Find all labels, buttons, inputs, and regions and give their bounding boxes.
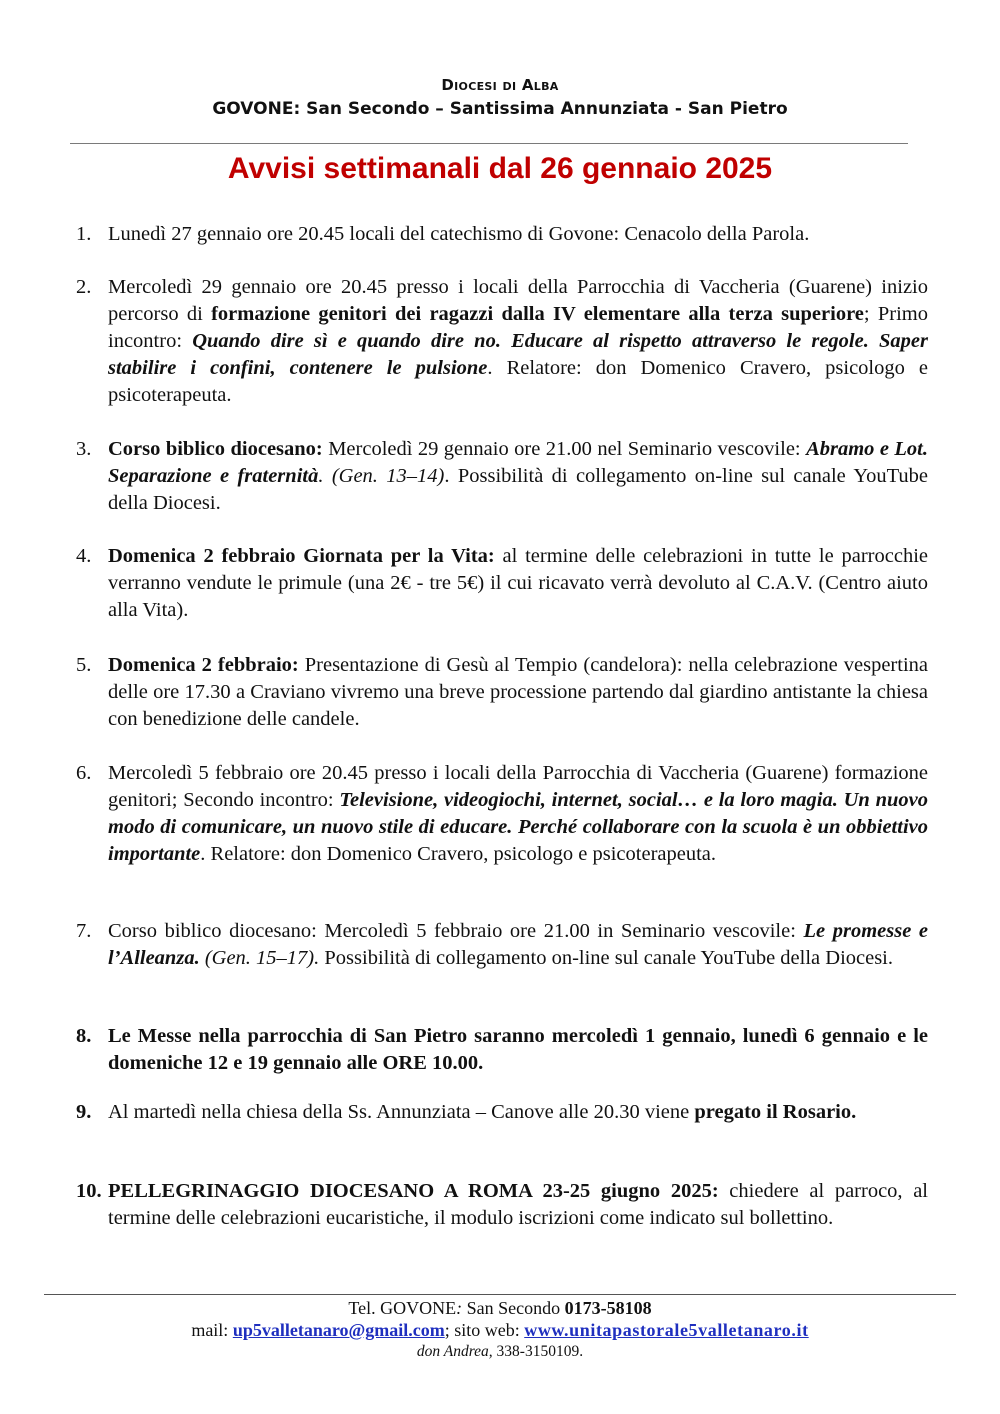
parishes-heading: GOVONE: San Secondo – Santissima Annunziata - San Pietro <box>212 99 788 119</box>
item-text: Corso biblico diocesano: Mercoledì 5 febbraio ore 21.00 in Seminario vescovile: <box>108 920 804 942</box>
item-text-bold: Le Messe nella parrocchia di San Pietro saranno mercoledì 1 gennaio, lunedì 6 gennaio e le domeniche 12 e 19 gennaio alle ORE 10.00. <box>108 1025 928 1074</box>
item-number: 6. <box>76 762 92 784</box>
item-text-bold: Domenica 2 febbraio Giornata per la Vita: <box>108 545 495 567</box>
item-text: . Relatore: don Domenico Cravero, psicologo e psicoterapeuta. <box>108 357 928 406</box>
phone-label: Tel. GOVONE <box>348 1298 457 1318</box>
item-text-bold: Domenica 2 febbraio: <box>108 654 299 676</box>
item-number: 9. <box>76 1101 92 1123</box>
item-text-bold-italic: Abramo e Lot. Separazione e fraternità <box>108 438 928 487</box>
item-text: Mercoledì 29 gennaio ore 21.00 nel Seminario vescovile: <box>322 438 807 460</box>
item-text: . Relatore: don Domenico Cravero, psicologo e psicoterapeuta. <box>200 843 717 865</box>
page-title: Avvisi settimanali dal 26 gennaio 2025 <box>227 152 773 185</box>
phone-place: San Secondo <box>462 1298 565 1318</box>
item-text-bold: Corso biblico diocesano: <box>108 438 323 460</box>
phone-colon: : <box>456 1298 463 1318</box>
item-number: 5. <box>76 654 92 676</box>
item-text-bold: pregato il Rosario. <box>694 1101 857 1123</box>
item-text: Mercoledì 5 febbraio ore 20.45 presso i locali della Parrocchia di Vaccheria (Guarene) formazione genitori; Secondo incontro: <box>108 762 928 811</box>
item-text-bold-italic: Quando dire sì e quando dire no. Educare al rispetto attraverso le regole. Saper stabilire i confini, contenere le pulsione <box>108 330 928 379</box>
item-text: . Possibilità di collegamento on-line sul canale YouTube della Diocesi. <box>108 465 929 514</box>
item-text-bold: formazione genitori dei ragazzi dalla IV elementare alla terza superiore <box>211 303 864 325</box>
notice-item-1 <box>76 221 928 248</box>
footer-contact-line <box>0 1319 1000 1341</box>
notice-item-10 <box>76 1178 928 1232</box>
item-text: Lunedì 27 gennaio ore 20.45 locali del catechismo di Govone: Cenacolo della Parola. <box>108 223 810 245</box>
mail-label: mail: <box>191 1320 233 1340</box>
item-text-italic: (Gen. 15–17). <box>199 947 320 969</box>
item-text: al termine delle celebrazioni in tutte le parrocchie verranno vendute le primule (una 2€ - tre 5€) il cui ricavato verrà devoluto al C.A.V. (Centro aiuto alla Vita). <box>108 545 928 621</box>
item-number: 4. <box>76 545 92 567</box>
priest-phone: 338-3150109. <box>492 1343 584 1360</box>
priest-name: don Andrea, <box>416 1343 493 1360</box>
item-text: chiedere al parroco, al termine delle celebrazioni eucaristiche, il modulo iscrizioni come indicato sul bollettino. <box>108 1180 928 1229</box>
phone-number: 0173-58108 <box>564 1298 652 1318</box>
footer-divider <box>44 1294 956 1295</box>
item-number: 1. <box>76 223 92 245</box>
notice-item-6 <box>76 760 928 868</box>
item-text: ; Primo incontro: <box>108 303 928 352</box>
notice-item-4 <box>76 543 928 624</box>
email-link[interactable]: up5valletanaro@gmail.com <box>232 1320 445 1340</box>
item-text-bold-italic: Televisione, videogiochi, internet, social… e la loro magia. Un nuovo modo di comunicare, un nuovo stile di educare. Perché collaborare con la scuola è un obbiettivo importante <box>108 789 928 865</box>
item-number: 8. <box>76 1025 92 1047</box>
item-text-bold: PELLEGRINAGGIO DIOCESANO A ROMA 23-25 giugno 2025: <box>108 1180 719 1202</box>
item-text-bold-italic: Le promesse e l’Alleanza. <box>108 920 928 969</box>
diocese-heading: Diocesi di Alba <box>441 76 559 94</box>
website-link[interactable]: www.unitapastorale5valletanaro.it <box>524 1320 809 1340</box>
item-text: Al martedì nella chiesa della Ss. Annunziata – Canove alle 20.30 viene <box>108 1101 695 1123</box>
item-number: 3. <box>76 438 92 460</box>
item-text: Possibilità di collegamento on-line sul canale YouTube della Diocesi. <box>319 947 894 969</box>
notice-item-8 <box>76 1023 928 1077</box>
footer-priest-line <box>0 1342 1000 1362</box>
item-text: Mercoledì 29 gennaio ore 20.45 presso i locali della Parrocchia di Vaccheria (Guarene) inizio percorso di <box>108 276 928 325</box>
notice-item-7 <box>76 918 928 972</box>
notice-item-3 <box>76 436 929 517</box>
notice-item-5 <box>76 652 928 733</box>
item-number: 2. <box>76 276 92 298</box>
notice-item-2 <box>76 274 928 409</box>
item-text: Presentazione di Gesù al Tempio (candelora): nella celebrazione vespertina delle ore 17.30 a Craviano vivremo una breve processione partendo dal giardino antistante la chiesa con benedizione delle candele. <box>108 654 928 730</box>
item-number: 10. <box>76 1180 102 1202</box>
item-number: 7. <box>76 920 92 942</box>
website-label: ; sito web: <box>444 1320 525 1340</box>
header-divider <box>70 143 908 144</box>
footer-phone-line <box>0 1297 1000 1319</box>
item-text-italic: . (Gen. 13–14) <box>318 465 445 487</box>
notice-item-9 <box>76 1099 928 1126</box>
